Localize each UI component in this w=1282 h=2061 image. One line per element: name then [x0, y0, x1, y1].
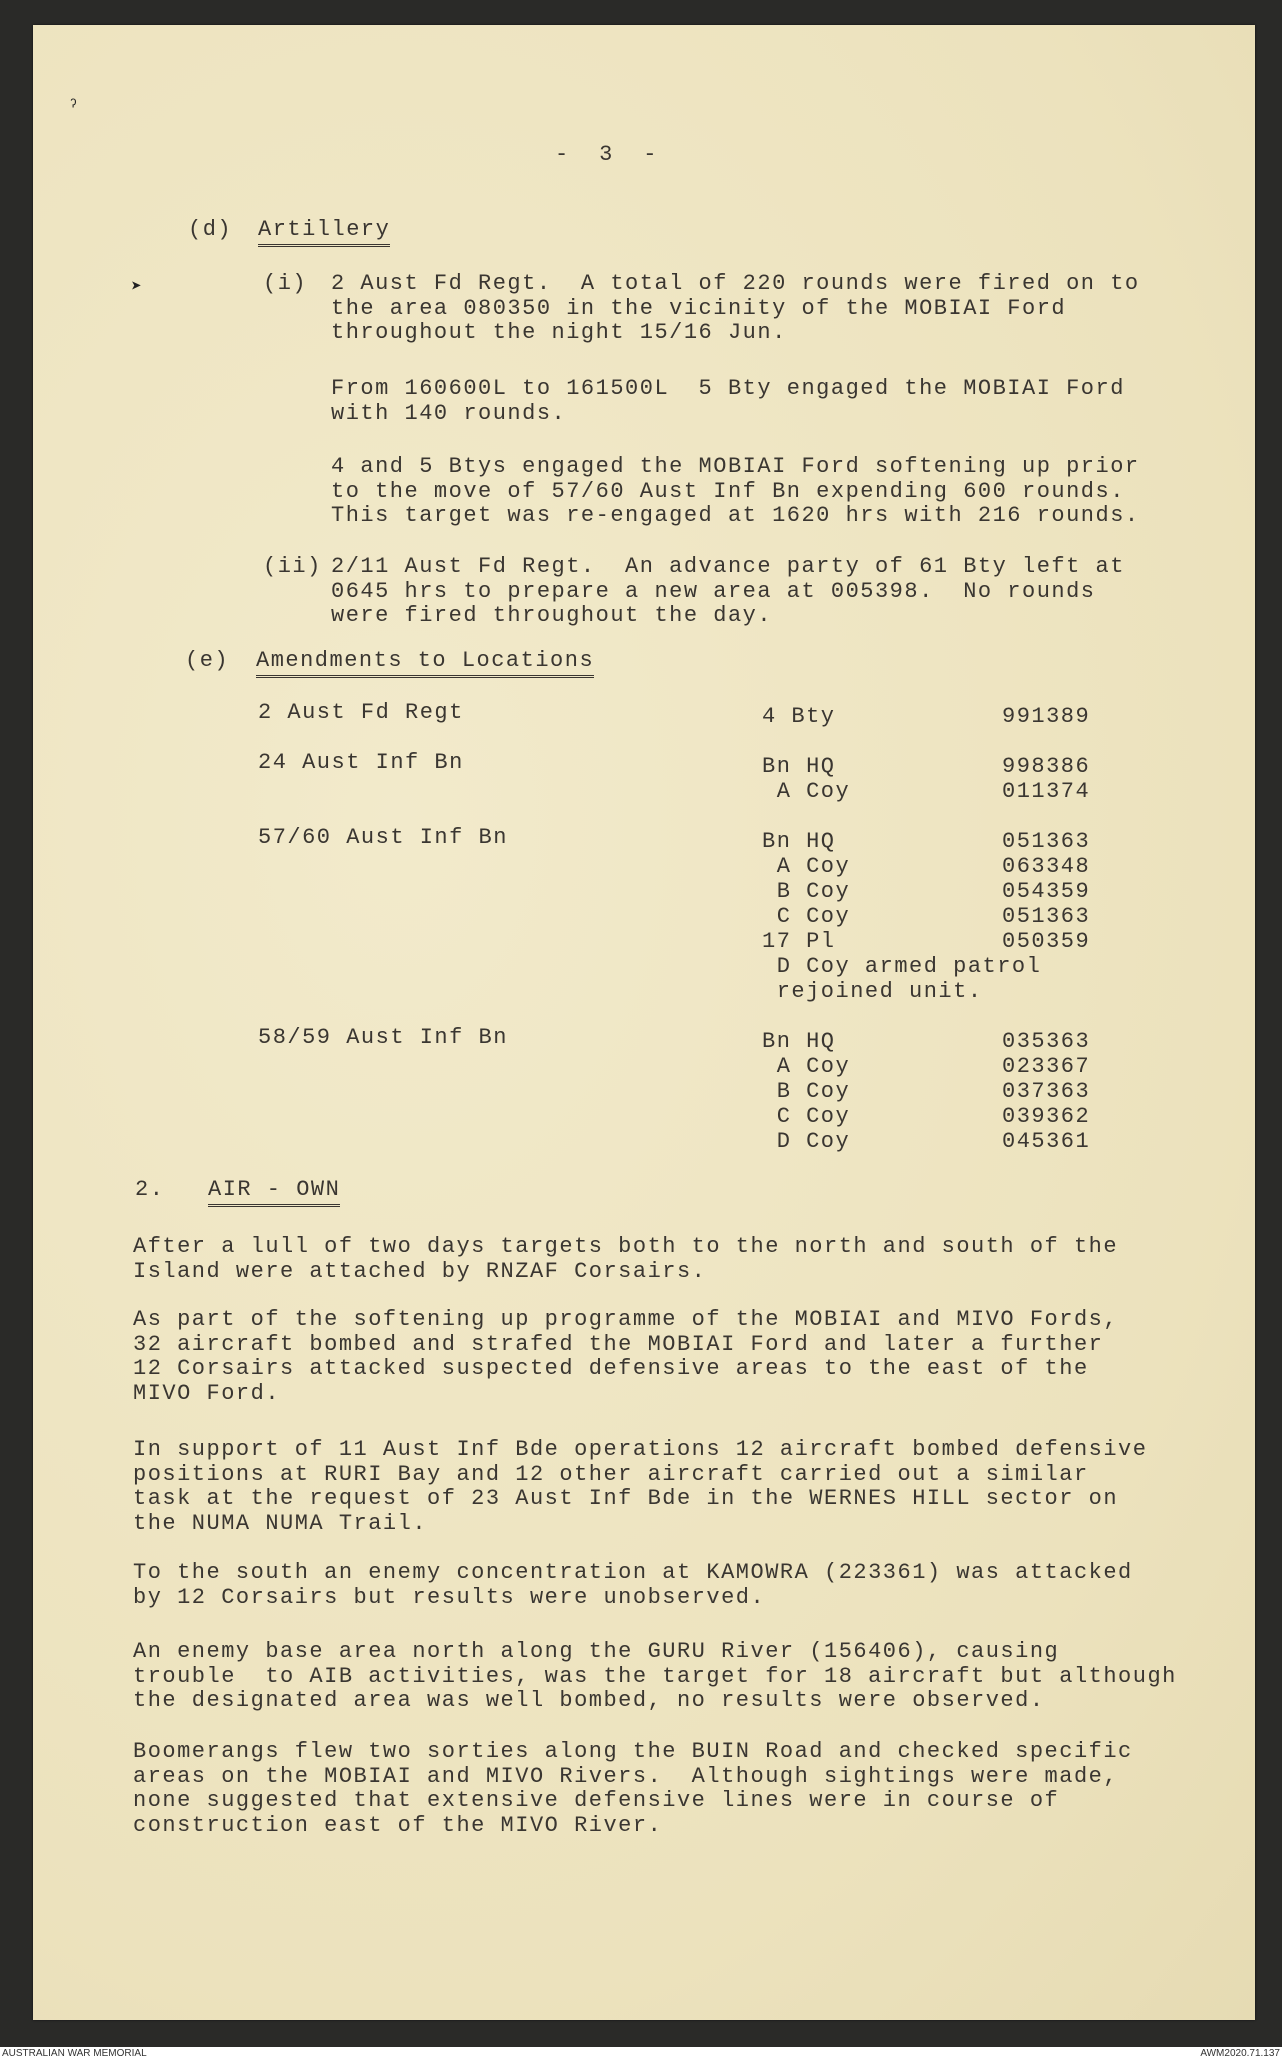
- air-paragraph: To the south an enemy concentration at KAMOWRA (223361) was attacked by 12 Corsairs but results were unobserved.: [133, 1560, 1133, 1610]
- air-paragraph: Boomerangs flew two sorties along the BUIN Road and checked specific areas on the MOBIAI and MIVO Rivers. Although sightings were made, none suggested that extensive defensive lines were in course of construction east of the MIVO River.: [133, 1739, 1133, 1838]
- map-reference: 063348: [1002, 854, 1091, 879]
- item-ii-label: (ii): [263, 554, 322, 579]
- unit-name: 57/60 Aust Inf Bn: [258, 825, 508, 850]
- map-reference: 035363: [1002, 1029, 1091, 1054]
- map-reference: 011374: [1002, 779, 1091, 804]
- air-paragraph: In support of 11 Aust Inf Bde operations 12 aircraft bombed defensive positions at RURI Bay and 12 other aircraft carried out a similar task at the request of 23 Aust Inf Bde in the WERNES HILL sector on the NUMA NUMA Trail.: [133, 1437, 1148, 1536]
- air-paragraph: An enemy base area north along the GURU River (156406), causing trouble to AIB activities, was the target for 18 aircraft but although the designated area was well bombed, no results were observed.: [133, 1639, 1177, 1713]
- artillery-heading: Artillery: [258, 218, 390, 247]
- sub-unit: 17 Pl: [762, 929, 836, 954]
- sub-unit: A Coy: [762, 779, 851, 804]
- artillery-para: 2 Aust Fd Regt. A total of 220 rounds were fired on to the area 080350 in the vicinity of the MOBIAI Ford throughout the night 15/16 Jun.: [331, 271, 1140, 345]
- air-paragraph: As part of the softening up programme of the MOBIAI and MIVO Fords, 32 aircraft bombed and strafed the MOBIAI Ford and later a further 12 Corsairs attacked suspected defensive areas to the east of the MIVO Ford.: [133, 1307, 1119, 1406]
- sub-unit: B Coy: [762, 879, 851, 904]
- page-number: - 3 -: [555, 142, 658, 167]
- item-i-label: (i): [263, 271, 308, 296]
- artillery-para: 4 and 5 Btys engaged the MOBIAI Ford softening up prior to the move of 57/60 Aust Inf Bn expending 600 rounds. This target was re-engaged at 1620 hrs with 216 rounds.: [331, 454, 1140, 528]
- map-reference: 050359: [1002, 929, 1091, 954]
- location-note: D Coy armed patrol rejoined unit.: [776, 954, 1042, 1004]
- artillery-para: 2/11 Aust Fd Regt. An advance party of 61 Bty left at 0645 hrs to prepare a new area at 005398. No rounds were fired throughout the day.: [331, 554, 1125, 628]
- sub-unit: 4 Bty: [762, 704, 836, 729]
- sub-unit: Bn HQ: [762, 829, 836, 854]
- artillery-para: From 160600L to 161500L 5 Bty engaged the MOBIAI Ford with 140 rounds.: [331, 376, 1125, 426]
- map-reference: 051363: [1002, 904, 1091, 929]
- unit-name: 2 Aust Fd Regt: [258, 700, 464, 725]
- air-paragraph: After a lull of two days targets both to the north and south of the Island were attached by RNZAF Corsairs.: [133, 1234, 1119, 1284]
- sub-unit: C Coy: [762, 1104, 851, 1129]
- map-reference: 039362: [1002, 1104, 1091, 1129]
- air-heading: AIR - OWN: [208, 1178, 340, 1207]
- map-reference: 023367: [1002, 1054, 1091, 1079]
- footer-bar: [0, 2047, 1282, 2061]
- map-reference: 045361: [1002, 1129, 1091, 1154]
- section-e-label: (e): [185, 648, 230, 673]
- sub-unit: B Coy: [762, 1079, 851, 1104]
- sub-unit: D Coy: [762, 1129, 851, 1154]
- sub-unit: A Coy: [762, 1054, 851, 1079]
- punch-hole-mark: ➤: [131, 278, 142, 298]
- footer-reference: AWM2020.71.137: [1200, 2048, 1280, 2059]
- section-2-number: 2.: [135, 1177, 165, 1202]
- map-reference: 051363: [1002, 829, 1091, 854]
- unit-name: 24 Aust Inf Bn: [258, 750, 464, 775]
- map-reference: 991389: [1002, 704, 1091, 729]
- punch-hole-mark: ˀ: [68, 98, 79, 118]
- map-reference: 998386: [1002, 754, 1091, 779]
- section-d-label: (d): [188, 217, 233, 242]
- sub-unit: A Coy: [762, 854, 851, 879]
- amendments-heading: Amendments to Locations: [256, 649, 594, 678]
- map-reference: 037363: [1002, 1079, 1091, 1104]
- sub-unit: Bn HQ: [762, 1029, 836, 1054]
- map-reference: 054359: [1002, 879, 1091, 904]
- sub-unit: Bn HQ: [762, 754, 836, 779]
- footer-institution: AUSTRALIAN WAR MEMORIAL: [2, 2048, 147, 2059]
- sub-unit: C Coy: [762, 904, 851, 929]
- unit-name: 58/59 Aust Inf Bn: [258, 1025, 508, 1050]
